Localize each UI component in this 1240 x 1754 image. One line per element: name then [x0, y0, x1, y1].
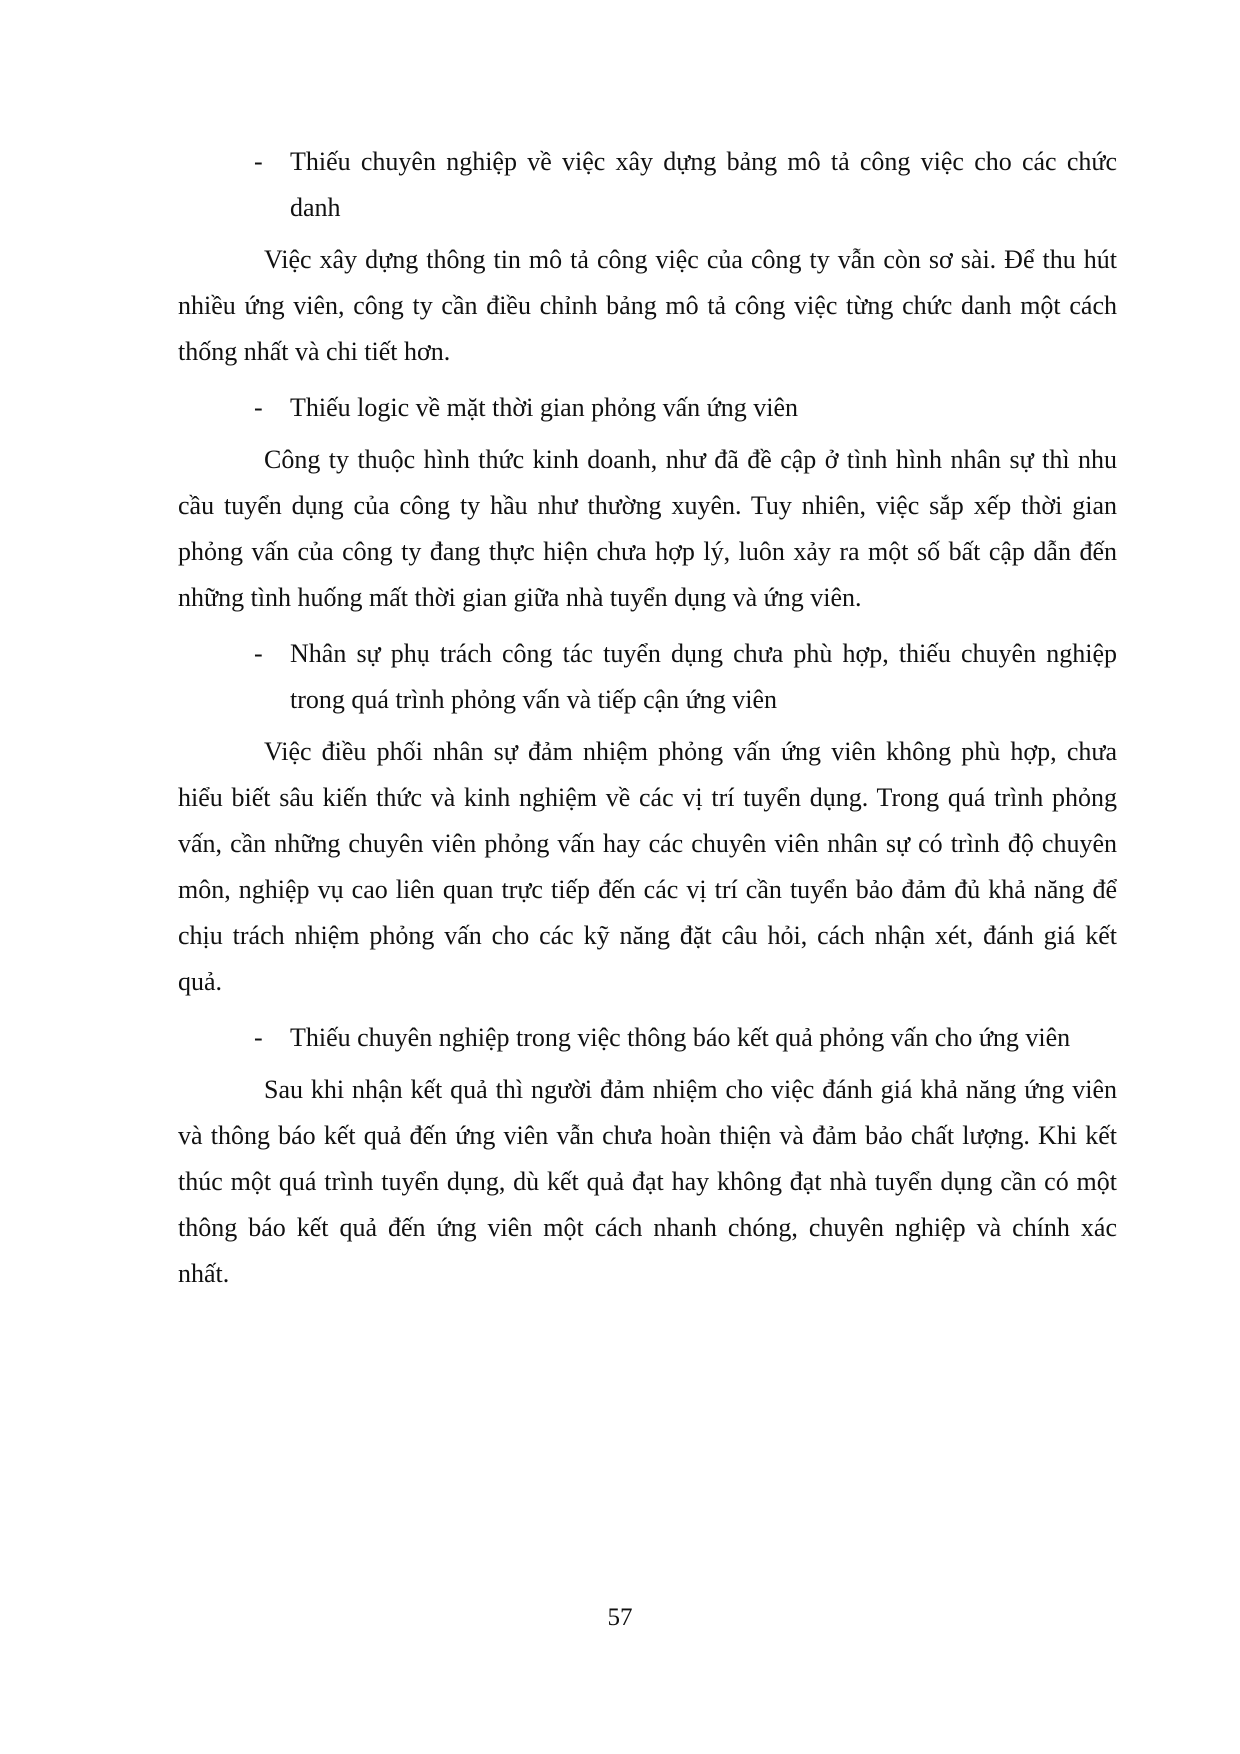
paragraph-line: Công ty thuộc hình thức kinh doanh, như đã đề cập ở tình hình nhân sự thì nhu	[264, 445, 1117, 474]
paragraph-line: cầu tuyển dụng của công ty hầu như thường xuyên. Tuy nhiên, việc sắp xếp thời gian	[178, 491, 1117, 520]
paragraph-line: thông báo kết quả đến ứng viên một cách nhanh chóng, chuyên nghiệp và chính xác	[178, 1213, 1117, 1242]
paragraph-line: nhất.	[178, 1259, 230, 1288]
bullet-text-line: Thiếu logic về mặt thời gian phỏng vấn ứng viên	[290, 393, 799, 422]
paragraph-line: Sau khi nhận kết quả thì người đảm nhiệm cho việc đánh giá khả năng ứng viên	[264, 1075, 1117, 1104]
paragraph-line: Việc điều phối nhân sự đảm nhiệm phỏng vấn ứng viên không phù hợp, chưa	[264, 737, 1117, 766]
paragraph-interview-timing	[178, 437, 1117, 621]
bullet-item-result-notification	[178, 1015, 1117, 1061]
paragraph-line: thúc một quá trình tuyển dụng, dù kết quả đạt hay không đạt nhà tuyển dụng cần có một	[178, 1167, 1117, 1196]
paragraph-line: thống nhất và chi tiết hơn.	[178, 337, 451, 366]
paragraph-line: nhiều ứng viên, công ty cần điều chỉnh bảng mô tả công việc từng chức danh một cách	[178, 291, 1117, 320]
bullet-item-interview-timing	[178, 385, 1117, 431]
paragraph-line: và thông báo kết quả đến ứng viên vẫn chưa hoàn thiện và đảm bảo chất lượng. Khi kết	[178, 1121, 1117, 1150]
page-body	[178, 137, 1117, 1297]
paragraph-line: môn, nghiệp vụ cao liên quan trực tiếp đến các vị trí cần tuyển bảo đảm đủ khả năng để	[178, 875, 1117, 904]
bullet-text-line: Nhân sự phụ trách công tác tuyển dụng chưa phù hợp, thiếu chuyên nghiệp	[290, 639, 1117, 668]
bullet-text-line: Thiếu chuyên nghiệp trong việc thông báo kết quả phỏng vấn cho ứng viên	[290, 1023, 1071, 1052]
paragraph-line: phỏng vấn của công ty đang thực hiện chưa hợp lý, luôn xảy ra một số bất cập dẫn đến	[178, 537, 1117, 566]
paragraph-line: hiểu biết sâu kiến thức và kinh nghiệm về các vị trí tuyển dụng. Trong quá trình phỏng	[178, 783, 1117, 812]
bullet-dash: -	[254, 393, 263, 422]
bullet-text-line: danh	[290, 193, 341, 222]
paragraph-line: quả.	[178, 967, 223, 996]
bullet-item-job-description	[178, 139, 1117, 185]
bullet-dash: -	[254, 147, 263, 176]
page-number: 57	[607, 1604, 633, 1631]
bullet-item-recruitment-staff	[178, 631, 1117, 677]
paragraph-recruitment-staff	[178, 729, 1117, 1005]
paragraph-line: vấn, cần những chuyên viên phỏng vấn hay các chuyên viên nhân sự có trình độ chuyên	[178, 829, 1117, 858]
bullet-dash: -	[254, 1023, 263, 1052]
paragraph-line: Việc xây dựng thông tin mô tả công việc của công ty vẫn còn sơ sài. Để thu hút	[264, 245, 1117, 274]
paragraph-line: những tình huống mất thời gian giữa nhà tuyển dụng và ứng viên.	[178, 583, 862, 612]
paragraph-line: chịu trách nhiệm phỏng vấn cho các kỹ năng đặt câu hỏi, cách nhận xét, đánh giá kết	[178, 921, 1117, 950]
bullet-dash: -	[254, 639, 263, 668]
bullet-text-line: Thiếu chuyên nghiệp về việc xây dựng bảng mô tả công việc cho các chức	[290, 147, 1117, 176]
paragraph-job-description	[178, 237, 1117, 375]
paragraph-result-notification	[178, 1067, 1117, 1297]
bullet-text-line: trong quá trình phỏng vấn và tiếp cận ứng viên	[290, 685, 778, 714]
